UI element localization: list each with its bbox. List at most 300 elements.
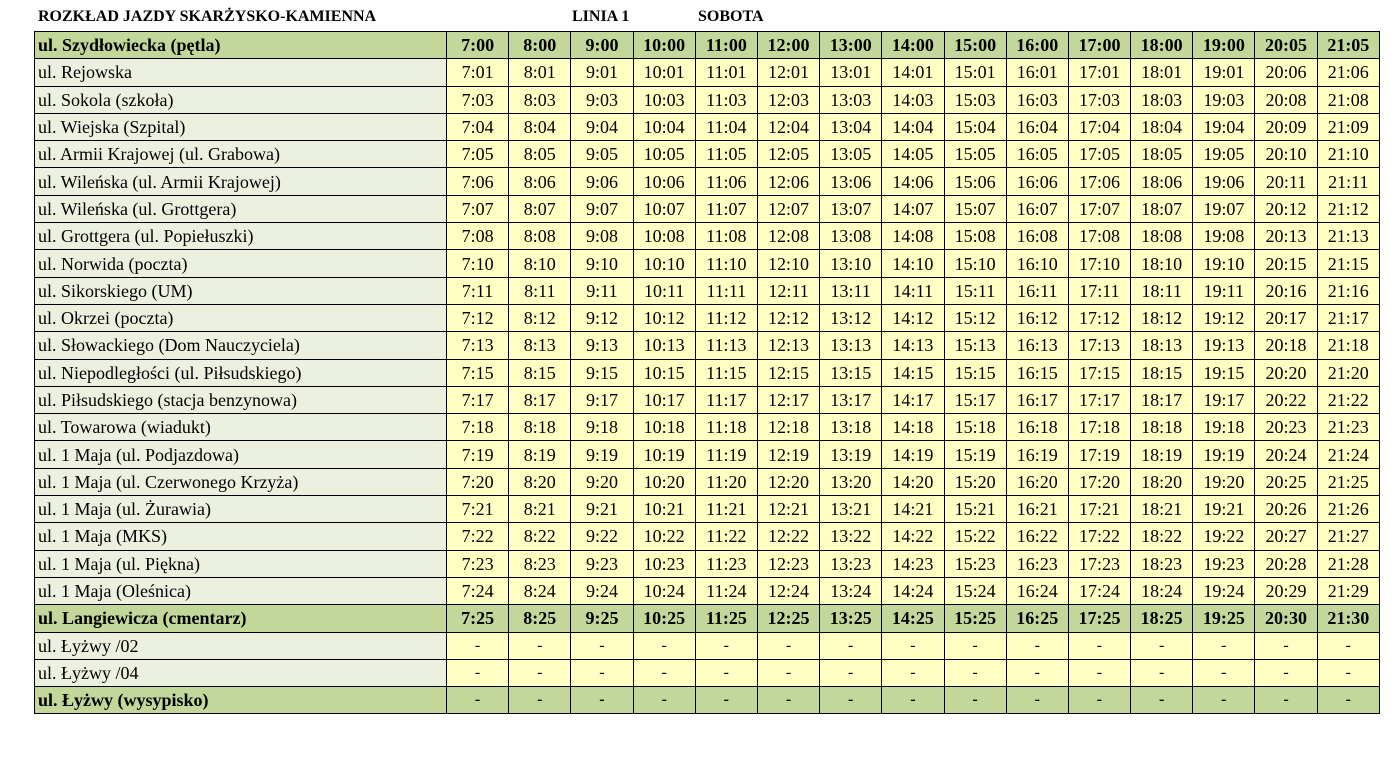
departure-time: 21:05: [1317, 32, 1379, 59]
departure-time: 10:10: [633, 250, 695, 277]
departure-time: 19:24: [1193, 577, 1255, 604]
departure-time: -: [944, 632, 1006, 659]
departure-time: 16:06: [1006, 168, 1068, 195]
departure-time: 17:18: [1068, 414, 1130, 441]
departure-time: 12:23: [757, 550, 819, 577]
departure-time: -: [1068, 659, 1130, 686]
departure-time: 15:23: [944, 550, 1006, 577]
departure-time: 8:00: [509, 32, 571, 59]
departure-time: 15:11: [944, 277, 1006, 304]
departure-time: 12:20: [757, 468, 819, 495]
departure-time: 16:23: [1006, 550, 1068, 577]
departure-time: 11:15: [695, 359, 757, 386]
table-row: [35, 195, 1380, 222]
timetable: [34, 31, 1380, 714]
departure-time: 21:16: [1317, 277, 1379, 304]
departure-time: 9:10: [571, 250, 633, 277]
departure-time: 13:22: [820, 523, 882, 550]
departure-time: 9:23: [571, 550, 633, 577]
departure-time: 8:11: [509, 277, 571, 304]
departure-time: 17:13: [1068, 332, 1130, 359]
departure-time: 15:25: [944, 605, 1006, 632]
departure-time: 16:25: [1006, 605, 1068, 632]
departure-time: 11:22: [695, 523, 757, 550]
table-row: [35, 577, 1380, 604]
departure-time: -: [1131, 687, 1193, 714]
departure-time: -: [695, 632, 757, 659]
departure-time: 11:20: [695, 468, 757, 495]
departure-time: 12:13: [757, 332, 819, 359]
departure-time: -: [571, 632, 633, 659]
departure-time: 17:20: [1068, 468, 1130, 495]
departure-time: 13:25: [820, 605, 882, 632]
departure-time: 13:21: [820, 496, 882, 523]
departure-time: 12:18: [757, 414, 819, 441]
departure-time: -: [1131, 632, 1193, 659]
departure-time: 8:12: [509, 304, 571, 331]
departure-time: 17:05: [1068, 141, 1130, 168]
departure-time: -: [1317, 687, 1379, 714]
departure-time: 7:13: [447, 332, 509, 359]
departure-time: 21:29: [1317, 577, 1379, 604]
departure-time: 8:23: [509, 550, 571, 577]
departure-time: 16:22: [1006, 523, 1068, 550]
departure-time: -: [944, 687, 1006, 714]
table-row: [35, 386, 1380, 413]
departure-time: 7:20: [447, 468, 509, 495]
departure-time: 21:25: [1317, 468, 1379, 495]
departure-time: 21:28: [1317, 550, 1379, 577]
departure-time: 14:24: [882, 577, 944, 604]
departure-time: 20:17: [1255, 304, 1317, 331]
departure-time: 12:03: [757, 86, 819, 113]
departure-time: 12:06: [757, 168, 819, 195]
departure-time: 13:05: [820, 141, 882, 168]
departure-time: 7:23: [447, 550, 509, 577]
departure-time: -: [1193, 659, 1255, 686]
departure-time: 12:22: [757, 523, 819, 550]
departure-time: 14:06: [882, 168, 944, 195]
departure-time: 12:00: [757, 32, 819, 59]
departure-time: 14:21: [882, 496, 944, 523]
departure-time: -: [1006, 687, 1068, 714]
departure-time: 14:12: [882, 304, 944, 331]
departure-time: 16:00: [1006, 32, 1068, 59]
departure-time: 19:08: [1193, 223, 1255, 250]
departure-time: 9:13: [571, 332, 633, 359]
departure-time: 10:07: [633, 195, 695, 222]
departure-time: 9:01: [571, 59, 633, 86]
departure-time: 20:23: [1255, 414, 1317, 441]
departure-time: 10:12: [633, 304, 695, 331]
departure-time: 13:08: [820, 223, 882, 250]
departure-time: 19:21: [1193, 496, 1255, 523]
departure-time: -: [1193, 687, 1255, 714]
departure-time: 19:20: [1193, 468, 1255, 495]
departure-time: 19:22: [1193, 523, 1255, 550]
departure-time: 18:08: [1131, 223, 1193, 250]
departure-time: 21:11: [1317, 168, 1379, 195]
departure-time: 14:01: [882, 59, 944, 86]
departure-time: 19:15: [1193, 359, 1255, 386]
departure-time: 12:01: [757, 59, 819, 86]
departure-time: 13:24: [820, 577, 882, 604]
departure-time: 8:25: [509, 605, 571, 632]
departure-time: 9:17: [571, 386, 633, 413]
departure-time: 18:04: [1131, 113, 1193, 140]
departure-time: 14:08: [882, 223, 944, 250]
departure-time: 17:19: [1068, 441, 1130, 468]
departure-time: 19:00: [1193, 32, 1255, 59]
departure-time: 8:19: [509, 441, 571, 468]
departure-time: 20:24: [1255, 441, 1317, 468]
departure-time: 17:08: [1068, 223, 1130, 250]
departure-time: 21:27: [1317, 523, 1379, 550]
departure-time: 20:16: [1255, 277, 1317, 304]
departure-time: 9:24: [571, 577, 633, 604]
departure-time: -: [757, 659, 819, 686]
departure-time: 16:10: [1006, 250, 1068, 277]
departure-time: 14:04: [882, 113, 944, 140]
departure-time: 14:15: [882, 359, 944, 386]
departure-time: 13:06: [820, 168, 882, 195]
departure-time: 12:24: [757, 577, 819, 604]
departure-time: 15:18: [944, 414, 1006, 441]
departure-time: 10:04: [633, 113, 695, 140]
departure-time: 13:07: [820, 195, 882, 222]
departure-time: 21:23: [1317, 414, 1379, 441]
departure-time: 10:03: [633, 86, 695, 113]
departure-time: 10:01: [633, 59, 695, 86]
departure-time: 14:13: [882, 332, 944, 359]
departure-time: 13:00: [820, 32, 882, 59]
departure-time: 14:25: [882, 605, 944, 632]
departure-time: -: [509, 632, 571, 659]
departure-time: 8:08: [509, 223, 571, 250]
departure-time: -: [1255, 659, 1317, 686]
departure-time: 9:15: [571, 359, 633, 386]
departure-time: 12:17: [757, 386, 819, 413]
departure-time: 19:05: [1193, 141, 1255, 168]
departure-time: 10:15: [633, 359, 695, 386]
departure-time: 15:07: [944, 195, 1006, 222]
departure-time: 10:22: [633, 523, 695, 550]
departure-time: 16:05: [1006, 141, 1068, 168]
departure-time: 15:15: [944, 359, 1006, 386]
departure-time: 14:17: [882, 386, 944, 413]
departure-time: 18:01: [1131, 59, 1193, 86]
departure-time: 10:18: [633, 414, 695, 441]
departure-time: 8:13: [509, 332, 571, 359]
departure-time: 19:13: [1193, 332, 1255, 359]
departure-time: 9:08: [571, 223, 633, 250]
departure-time: 7:00: [447, 32, 509, 59]
departure-time: 15:19: [944, 441, 1006, 468]
departure-time: 9:03: [571, 86, 633, 113]
departure-time: -: [1317, 632, 1379, 659]
departure-time: 12:07: [757, 195, 819, 222]
departure-time: 11:07: [695, 195, 757, 222]
departure-time: 10:06: [633, 168, 695, 195]
departure-time: 9:11: [571, 277, 633, 304]
departure-time: 12:25: [757, 605, 819, 632]
departure-time: 9:06: [571, 168, 633, 195]
departure-time: 12:11: [757, 277, 819, 304]
departure-time: 17:17: [1068, 386, 1130, 413]
departure-time: 11:11: [695, 277, 757, 304]
departure-time: 9:19: [571, 441, 633, 468]
departure-time: 18:03: [1131, 86, 1193, 113]
departure-time: 13:03: [820, 86, 882, 113]
departure-time: 8:20: [509, 468, 571, 495]
departure-time: 11:18: [695, 414, 757, 441]
departure-time: -: [633, 659, 695, 686]
departure-time: 9:05: [571, 141, 633, 168]
departure-time: 16:03: [1006, 86, 1068, 113]
departure-time: 16:17: [1006, 386, 1068, 413]
departure-time: -: [882, 687, 944, 714]
stop-name: ul. Wileńska (ul. Grottgera): [35, 195, 447, 222]
departure-time: 16:07: [1006, 195, 1068, 222]
table-row: [35, 250, 1380, 277]
departure-time: 11:10: [695, 250, 757, 277]
departure-time: 18:20: [1131, 468, 1193, 495]
departure-time: 11:21: [695, 496, 757, 523]
stop-name: ul. Armii Krajowej (ul. Grabowa): [35, 141, 447, 168]
departure-time: -: [509, 687, 571, 714]
departure-time: 18:21: [1131, 496, 1193, 523]
stop-name: ul. Rejowska: [35, 59, 447, 86]
departure-time: 19:03: [1193, 86, 1255, 113]
stop-name: ul. Sokola (szkoła): [35, 86, 447, 113]
departure-time: -: [633, 632, 695, 659]
table-row: [35, 141, 1380, 168]
departure-time: 12:15: [757, 359, 819, 386]
departure-time: 21:06: [1317, 59, 1379, 86]
stop-name: ul. Piłsudskiego (stacja benzynowa): [35, 386, 447, 413]
stop-name: ul. 1 Maja (MKS): [35, 523, 447, 550]
departure-time: 11:24: [695, 577, 757, 604]
departure-time: 21:10: [1317, 141, 1379, 168]
stop-name: ul. Łyżwy /02: [35, 632, 447, 659]
departure-time: 7:10: [447, 250, 509, 277]
departure-time: 20:05: [1255, 32, 1317, 59]
departure-time: 15:04: [944, 113, 1006, 140]
departure-time: 17:23: [1068, 550, 1130, 577]
timetable-title: ROZKŁAD JAZDY SKARŻYSKO-KAMIENNA: [38, 8, 377, 25]
departure-time: 8:03: [509, 86, 571, 113]
table-row: [35, 659, 1380, 686]
departure-time: 15:05: [944, 141, 1006, 168]
departure-time: 18:10: [1131, 250, 1193, 277]
departure-time: 15:08: [944, 223, 1006, 250]
departure-time: 12:08: [757, 223, 819, 250]
departure-time: 20:28: [1255, 550, 1317, 577]
departure-time: 11:19: [695, 441, 757, 468]
stop-name: ul. Okrzei (poczta): [35, 304, 447, 331]
departure-time: -: [1317, 659, 1379, 686]
stop-name: ul. 1 Maja (ul. Żurawia): [35, 496, 447, 523]
stop-name: ul. 1 Maja (ul. Czerwonego Krzyża): [35, 468, 447, 495]
departure-time: 9:18: [571, 414, 633, 441]
stop-name: ul. 1 Maja (ul. Piękna): [35, 550, 447, 577]
departure-time: 16:24: [1006, 577, 1068, 604]
departure-time: 10:17: [633, 386, 695, 413]
departure-time: 9:04: [571, 113, 633, 140]
departure-time: 15:10: [944, 250, 1006, 277]
departure-time: 21:30: [1317, 605, 1379, 632]
departure-time: 18:24: [1131, 577, 1193, 604]
departure-time: 12:05: [757, 141, 819, 168]
departure-time: 8:01: [509, 59, 571, 86]
departure-time: 18:23: [1131, 550, 1193, 577]
departure-time: 19:17: [1193, 386, 1255, 413]
departure-time: 18:07: [1131, 195, 1193, 222]
stop-name: ul. Towarowa (wiadukt): [35, 414, 447, 441]
table-row: [35, 605, 1380, 632]
departure-time: 16:21: [1006, 496, 1068, 523]
departure-time: 18:00: [1131, 32, 1193, 59]
departure-time: 13:01: [820, 59, 882, 86]
departure-time: 18:06: [1131, 168, 1193, 195]
departure-time: 20:11: [1255, 168, 1317, 195]
departure-time: -: [1255, 632, 1317, 659]
departure-time: 15:24: [944, 577, 1006, 604]
departure-time: 9:07: [571, 195, 633, 222]
departure-time: -: [882, 632, 944, 659]
departure-time: -: [820, 659, 882, 686]
departure-time: 20:22: [1255, 386, 1317, 413]
departure-time: 20:20: [1255, 359, 1317, 386]
departure-time: 12:12: [757, 304, 819, 331]
departure-time: -: [447, 659, 509, 686]
departure-time: 18:19: [1131, 441, 1193, 468]
departure-time: 15:22: [944, 523, 1006, 550]
departure-time: 7:06: [447, 168, 509, 195]
table-row: [35, 550, 1380, 577]
departure-time: 14:03: [882, 86, 944, 113]
stop-name: ul. Langiewicza (cmentarz): [35, 605, 447, 632]
departure-time: 8:07: [509, 195, 571, 222]
departure-time: 14:23: [882, 550, 944, 577]
departure-time: -: [1006, 632, 1068, 659]
departure-time: 17:22: [1068, 523, 1130, 550]
departure-time: 7:04: [447, 113, 509, 140]
table-row: [35, 496, 1380, 523]
departure-time: 13:23: [820, 550, 882, 577]
day-label: SOBOTA: [698, 8, 764, 25]
departure-time: 10:05: [633, 141, 695, 168]
departure-time: 14:20: [882, 468, 944, 495]
departure-time: 7:22: [447, 523, 509, 550]
departure-time: 20:13: [1255, 223, 1317, 250]
departure-time: 14:22: [882, 523, 944, 550]
table-row: [35, 168, 1380, 195]
departure-time: 7:19: [447, 441, 509, 468]
departure-time: 14:07: [882, 195, 944, 222]
departure-time: 17:24: [1068, 577, 1130, 604]
departure-time: -: [1255, 687, 1317, 714]
departure-time: 7:12: [447, 304, 509, 331]
departure-time: 18:05: [1131, 141, 1193, 168]
departure-time: -: [1006, 659, 1068, 686]
departure-time: 8:18: [509, 414, 571, 441]
departure-time: 8:22: [509, 523, 571, 550]
stop-name: ul. Sikorskiego (UM): [35, 277, 447, 304]
departure-time: 18:18: [1131, 414, 1193, 441]
departure-time: 16:20: [1006, 468, 1068, 495]
departure-time: -: [571, 659, 633, 686]
departure-time: 14:19: [882, 441, 944, 468]
departure-time: 14:05: [882, 141, 944, 168]
departure-time: 19:18: [1193, 414, 1255, 441]
departure-time: 7:18: [447, 414, 509, 441]
departure-time: 17:15: [1068, 359, 1130, 386]
departure-time: 7:07: [447, 195, 509, 222]
table-row: [35, 632, 1380, 659]
departure-time: 11:04: [695, 113, 757, 140]
departure-time: 21:13: [1317, 223, 1379, 250]
departure-time: -: [447, 687, 509, 714]
departure-time: 10:21: [633, 496, 695, 523]
departure-time: 10:11: [633, 277, 695, 304]
departure-time: -: [820, 687, 882, 714]
departure-time: 16:11: [1006, 277, 1068, 304]
line-label: LINIA 1: [572, 8, 630, 25]
departure-time: 11:00: [695, 32, 757, 59]
stop-name: ul. 1 Maja (Oleśnica): [35, 577, 447, 604]
departure-time: 16:01: [1006, 59, 1068, 86]
departure-time: 19:04: [1193, 113, 1255, 140]
stop-name: ul. Grottgera (ul. Popiełuszki): [35, 223, 447, 250]
departure-time: 11:08: [695, 223, 757, 250]
departure-time: 20:09: [1255, 113, 1317, 140]
table-row: [35, 113, 1380, 140]
departure-time: 21:18: [1317, 332, 1379, 359]
departure-time: 16:19: [1006, 441, 1068, 468]
stop-name: ul. 1 Maja (ul. Podjazdowa): [35, 441, 447, 468]
departure-time: 15:06: [944, 168, 1006, 195]
departure-time: 18:12: [1131, 304, 1193, 331]
departure-time: 9:21: [571, 496, 633, 523]
departure-time: 19:12: [1193, 304, 1255, 331]
departure-time: 12:10: [757, 250, 819, 277]
departure-time: 16:04: [1006, 113, 1068, 140]
departure-time: 15:01: [944, 59, 1006, 86]
departure-time: 17:04: [1068, 113, 1130, 140]
departure-time: 21:12: [1317, 195, 1379, 222]
stop-name: ul. Wileńska (ul. Armii Krajowej): [35, 168, 447, 195]
stop-name: ul. Szydłowiecka (pętla): [35, 32, 447, 59]
departure-time: 12:19: [757, 441, 819, 468]
departure-time: 8:10: [509, 250, 571, 277]
departure-time: 9:22: [571, 523, 633, 550]
stop-name: ul. Słowackiego (Dom Nauczyciela): [35, 332, 447, 359]
departure-time: 21:15: [1317, 250, 1379, 277]
table-row: [35, 523, 1380, 550]
departure-time: 17:21: [1068, 496, 1130, 523]
departure-time: 20:29: [1255, 577, 1317, 604]
departure-time: -: [447, 632, 509, 659]
table-row: [35, 59, 1380, 86]
stop-name: ul. Łyżwy (wysypisko): [35, 687, 447, 714]
departure-time: -: [633, 687, 695, 714]
departure-time: 8:15: [509, 359, 571, 386]
table-row: [35, 441, 1380, 468]
departure-time: 20:12: [1255, 195, 1317, 222]
departure-time: 11:17: [695, 386, 757, 413]
departure-time: -: [757, 687, 819, 714]
